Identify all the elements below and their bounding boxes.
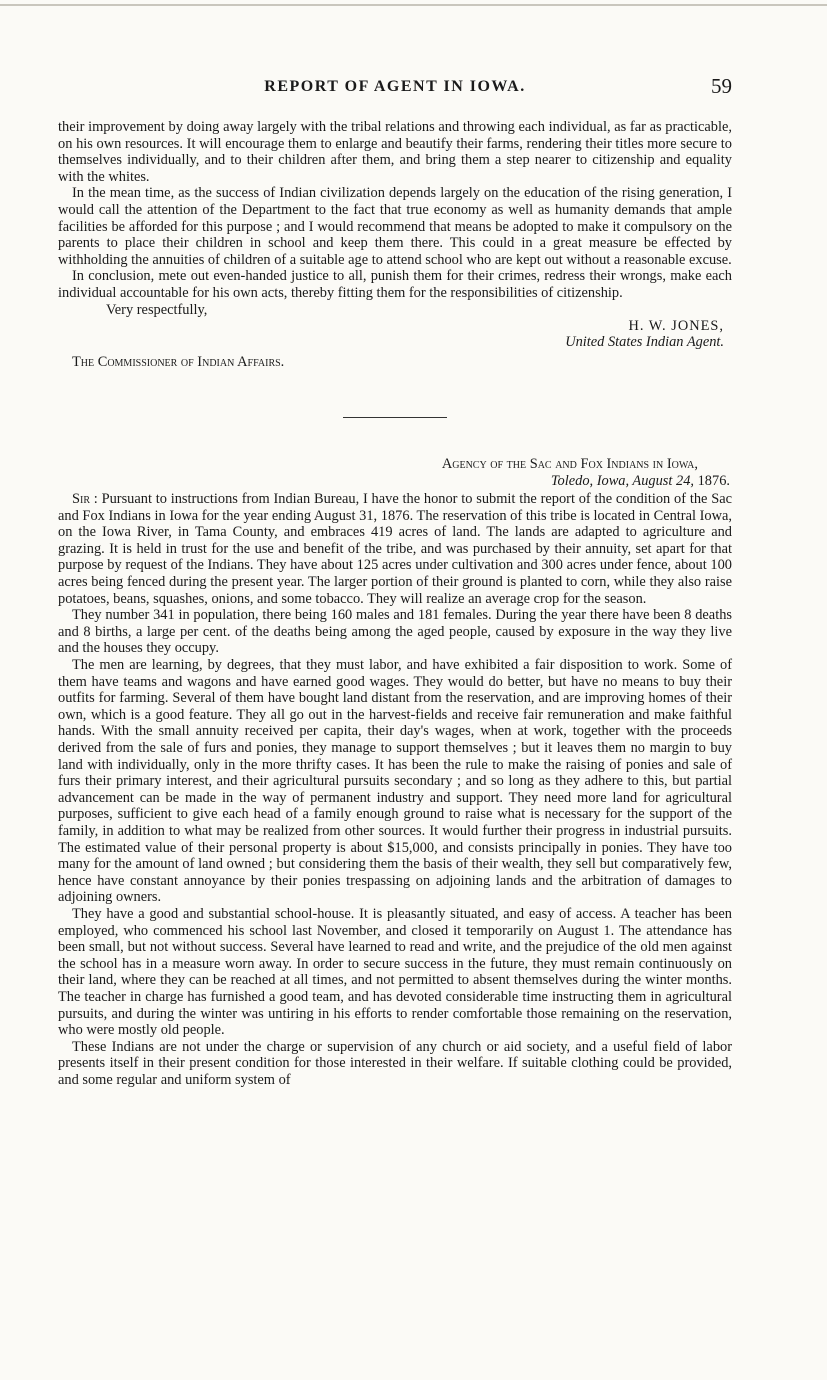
body-paragraph: The men are learning, by degrees, that they must labor, and have exhibited a fair disposition to work. Some of them have teams and wagons and have earned good wages. They would do better, but have no means to buy their outfits for farming. Several of them have bought land distant from the reservation, and are improving homes of their own, which is a good feature. They all go out in the harvest-fields and receive fair remuneration and make faithful hands. With the small annuity received per capita, their day's wages, when at work, together with the proceeds derived from the sale of furs and ponies, they manage to support themselves ; but it leaves them no margin to buy land with individually, only in the more thrifty cases. It has been the rule to make the raising of ponies and sale of furs their primary interest, and their agricultural pursuits secondary ; and so long as they adhere to this, but partial advancement can be made in the way of permanent industry and support. They need more land for agricultural purposes, sufficient to give each head of a family enough ground to raise what is necessary for the support of the family, in addition to what may be realized from other sources. It would further their progress in industrial pursuits. The estimated value of their personal property is about $15,000, and consists principally in ponies. They have too many for the amount of land owned ; but considering them the basis of their wealth, they sell but comparatively few, hence have constant annoyance by their ponies trespassing on adjoining lands and the arbitration of damages to adjoining owners. — [58, 657, 732, 906]
body-paragraph: They number 341 in population, there being 160 males and 181 females. During the year there have been 8 deaths and 8 births, a large per cent. of the deaths being among the aged people, caused by exposure in the way they live and the houses they occupy. — [58, 607, 732, 657]
place-date — [58, 473, 730, 490]
body-paragraph — [58, 491, 732, 607]
signature-block — [58, 318, 724, 350]
body-paragraph: They have a good and substantial school-house. It is pleasantly situated, and easy of access. A teacher has been employed, who commenced his school last November, and closed it temporarily on August 1. The attendance has been small, but not without success. Several have learned to read and write, and the prejudice of the old men against the school has in a measure worn away. In order to secure success in the future, they must remain continuously on their land, where they can be reached at all times, and not permitted to absent themselves during the winter months. The teacher in charge has furnished a good team, and has devoted considerable time instructing them in agricultural pursuits, and during the winter was untiring in his efforts to render comfortable those remaining on the reservation, who were mostly old people. — [58, 905, 732, 1039]
body-paragraph: In the mean time, as the success of Indian civilization depends largely on the education of the rising generation, I would call the attention of the Department to the fact that true economy as well as humanity demands that ample facilities be afforded for this purpose ; and I would recommend that means be adopted to make it compulsory on the parents to place their children in school and keep them there. This could in a great measure be effected by withholding the annuities of children of a suitable age to attend school who are kept out without a reasonable excuse. — [58, 185, 732, 268]
letter-jones — [58, 119, 732, 371]
page-header — [58, 74, 732, 102]
signature-title: United States Indian Agent. — [565, 333, 724, 350]
agency-heading: Agency of the Sac and Fox Indians in Iowa, — [441, 455, 698, 472]
body-paragraph: These Indians are not under the charge or supervision of any church or aid society, and a useful field of labor presents itself in their present condition for those interested in their welfare. If suitable clothing could be provided, and some regular and uniform system of — [58, 1038, 732, 1088]
body-paragraph: their improvement by doing away largely with the tribal relations and throwing each individual, as far as practicable, on his own resources. It will encourage them to enlarge and beautify their farms, rendering their titles more secure to themselves individually, and to their children after them, and bring them a step nearer to citizenship and equality with the whites. — [58, 119, 732, 185]
letter-sac-fox — [58, 456, 732, 1089]
page-top-edge — [0, 4, 827, 6]
signature-name: H. W. JONES, — [628, 318, 724, 335]
salutation: Sir : — [72, 491, 98, 508]
page-number: 59 — [711, 74, 732, 98]
report-year: 1876. — [697, 472, 730, 489]
closing: Very respectfully, — [106, 301, 208, 318]
body-paragraph: In conclusion, mete out even-handed justice to all, punish them for their crimes, redress their wrongs, make each individual accountable for his own acts, thereby fitting them for the responsibilities of citizenship. — [58, 268, 732, 301]
first-paragraph-text: Pursuant to instructions from Indian Bureau, I have the honor to submit the report of the condition of the Sac and Fox Indians in Iowa for the year ending August 31, 1876. The reservation of this tribe is located in Central Iowa, on the Iowa River, in Tama County, and embraces 419 acres of land. The lands are adapted to agriculture and grazing. It is held in trust for the use and benefit of the tribe, and was purchased by their annuity, set apart for that purpose by request of the Indians. They have about 125 acres under cultivation and 300 acres under fence, about 100 acres being fenced during the present year. The larger portion of their ground is planted to corn, while they also raise potatoes, beans, squashes, onions, and some tobacco. They will realize an average crop for the season. — [58, 491, 732, 607]
section-divider — [343, 417, 447, 418]
page-body — [58, 119, 732, 1088]
place-date-text: Toledo, Iowa, August 24, — [550, 472, 694, 489]
running-head: REPORT OF AGENT IN IOWA. — [264, 78, 526, 95]
addressee: The Commissioner of Indian Affairs. — [72, 354, 285, 371]
